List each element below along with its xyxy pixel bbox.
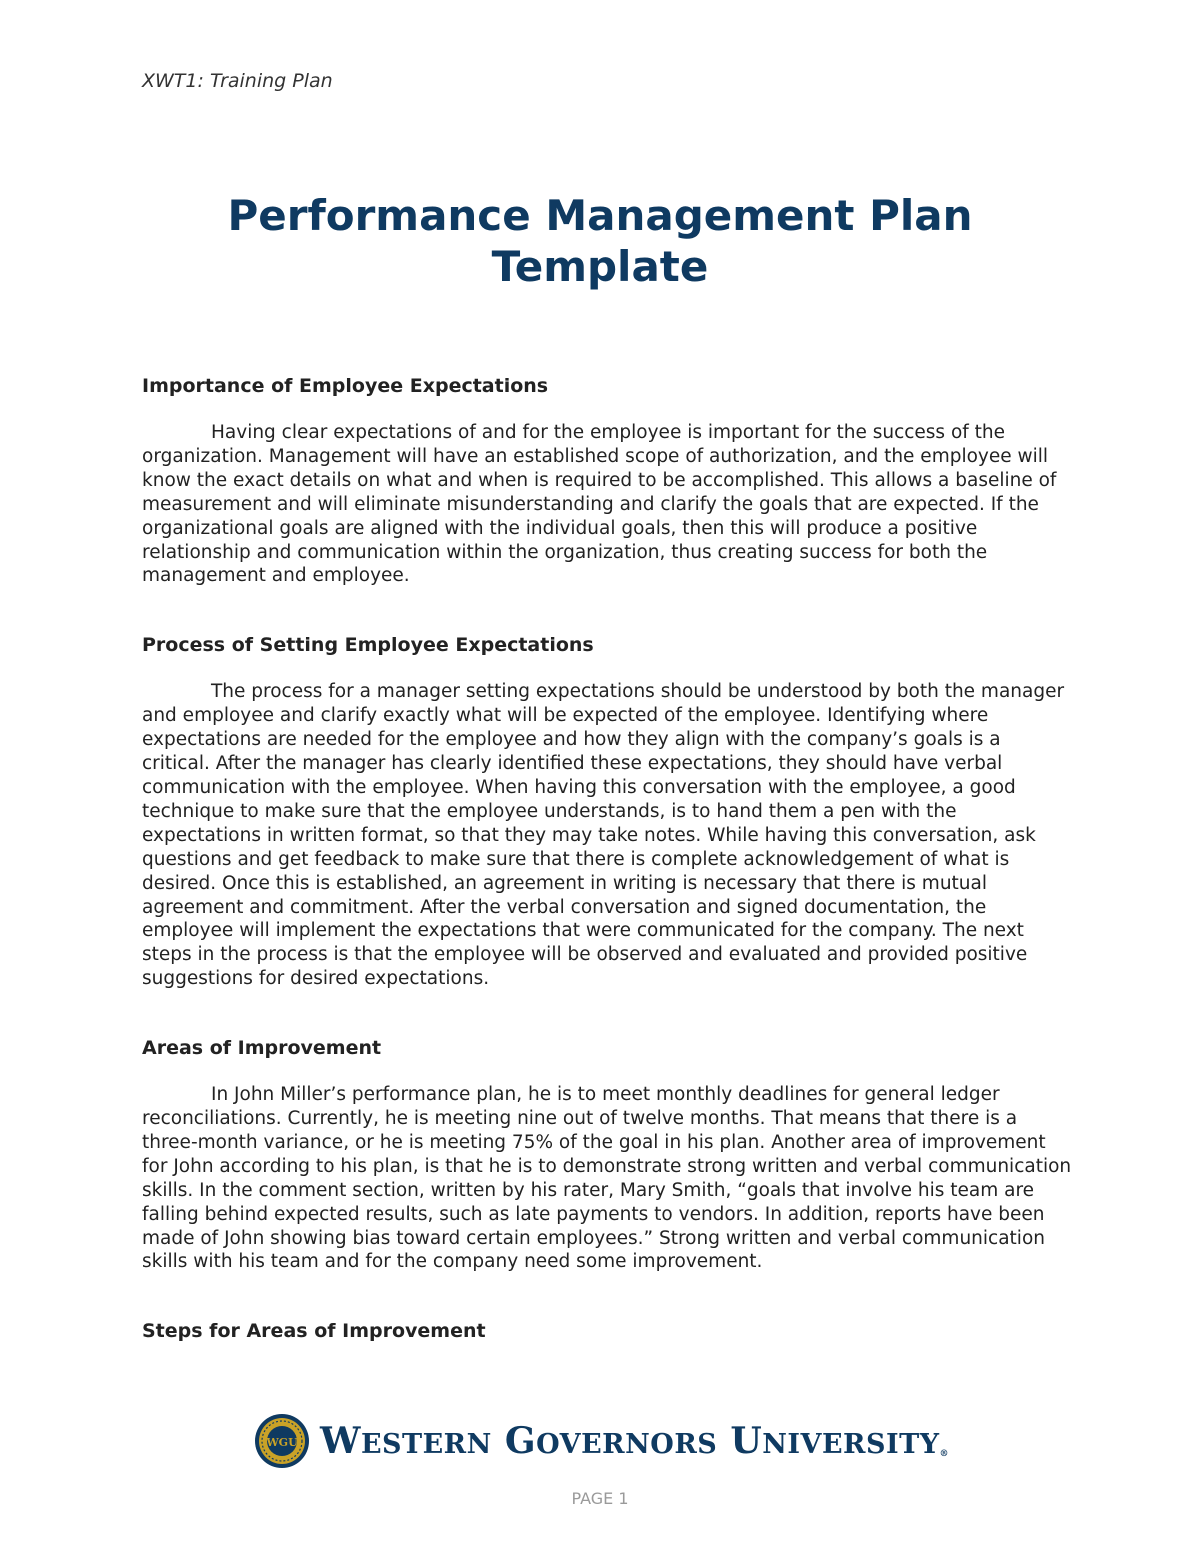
section-heading: Steps for Areas of Improvement: [142, 1320, 486, 1343]
page-number: PAGE 1: [571, 1489, 629, 1508]
seal-letters: WGU: [266, 1436, 298, 1449]
section-heading: Process of Setting Employee Expectations: [142, 634, 594, 657]
document-body: [142, 373, 1072, 1344]
document-title: [0, 190, 1200, 292]
section-steps: [142, 1318, 1072, 1344]
section-paragraph: Having clear expectations of and for the employee is important for the success of the organization. Management will have an established scope of authorization, and the employee will know the exact details on what and when is required to be accomplished. This allows a baseline of measurement and will eliminate misunderstanding and clarify the goals that are expected. If the organizational goals are aligned with the individual goals, then this will produce a positive relationship and communication within the organization, thus creating success for both the management and employee.: [142, 422, 1057, 587]
wgu-seal-icon: [254, 1413, 310, 1469]
title-line-2: Template: [491, 242, 709, 291]
section-areas-of-improvement: [142, 1035, 1072, 1318]
logo-wordmark: WESTERN GOVERNORS UNIVERSITY®: [320, 1420, 949, 1462]
university-logo: [254, 1410, 949, 1472]
section-paragraph: In John Miller’s performance plan, he is to meet monthly deadlines for general ledger reconciliations. Currently, he is meeting nine out of twelve months. That means that there is a three-month variance, or he is meeting 75% of the goal in his plan. Another area of improvement for John according to his plan, is that he is to demonstrate strong written and verbal communication skills. In the comment section, written by his rater, Mary Smith, “goals that involve his team are falling behind expected results, such as late payments to vendors. In addition, reports have been made of John showing bias toward certain employees.” Strong written and verbal communication skills with his team and for the company need some improvement.: [142, 1084, 1072, 1273]
section-heading: Areas of Improvement: [142, 1037, 382, 1060]
section-heading: Importance of Employee Expectations: [142, 375, 549, 397]
title-line-1: Performance Management Plan: [227, 191, 973, 240]
section-paragraph: The process for a manager setting expectations should be understood by both the manager and employee and clarify exactly what will be expected of the employee. Identifying where expectations are needed for the employee and how they align with the company’s goals is a critical. After the manager has clearly identified these expectations, they should have verbal communication with the employee. When having this conversation with the employee, a good technique to make sure that the employee understands, is to hand them a pen with the expectations in written format, so that they may take notes. While having this conversation, ask questions and get feedback to make sure that there is complete acknowledgement of what is desired. Once this is established, an agreement in writing is necessary that there is mutual agreement and commitment. After the verbal conversation and signed documentation, the employee will implement the expectations that were communicated for the company. The next steps in the process is that the employee will be observed and evaluated and provided positive suggestions for desired expectations.: [142, 681, 1065, 990]
section-importance: [142, 373, 1072, 632]
document-header: XWT1: Training Plan: [142, 70, 333, 92]
section-process: [142, 632, 1072, 1035]
